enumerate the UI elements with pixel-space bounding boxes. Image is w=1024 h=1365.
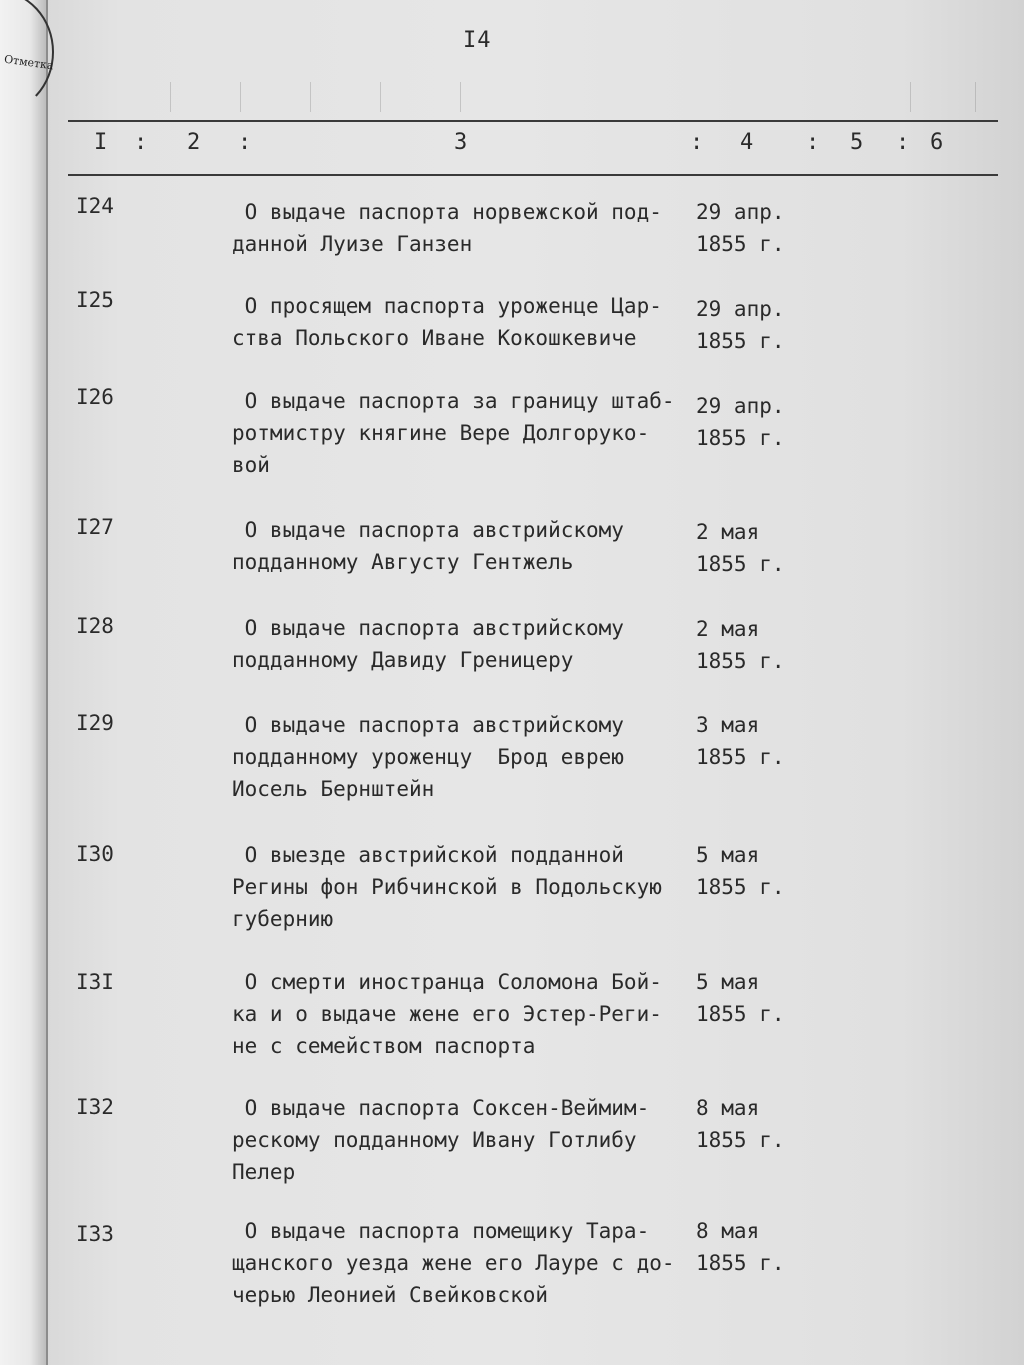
- entry-number: I29: [76, 711, 114, 735]
- column-header-1: I: [94, 130, 108, 155]
- entry-number: I27: [76, 515, 114, 539]
- entry-number: I30: [76, 842, 114, 866]
- entry-description: О выезде австрийской подданной Регины фон Рибчинской в Подольскую губернию: [232, 843, 662, 931]
- entry-description: О выдаче паспорта австрийскому подданному Августу Гентжель: [232, 518, 624, 574]
- column-header-separator: :: [806, 130, 820, 155]
- column-header-row: [0, 130, 1024, 166]
- column-header-separator: :: [690, 130, 704, 155]
- column-header-separator: :: [238, 130, 252, 155]
- entry-description: О просящем паспорта уроженце Цар- ства Польского Иване Кокошкевиче: [232, 294, 662, 350]
- page-binding: [0, 0, 48, 1365]
- entry-description: О выдаче паспорта австрийскому подданному Давиду Греницеру: [232, 616, 624, 672]
- entry-number: I33: [76, 1222, 114, 1246]
- entry-description: О выдаче паспорта за границу штаб- ротмистру княгине Вере Долгоруко- вой: [232, 389, 675, 477]
- entry-date: 5 мая 1855 г.: [696, 843, 785, 899]
- ghost-header-lines: [70, 82, 1000, 112]
- entry-date: 5 мая 1855 г.: [696, 970, 785, 1026]
- entry-date: 8 мая 1855 г.: [696, 1219, 785, 1275]
- column-header-separator: :: [134, 130, 148, 155]
- entry-number: I3I: [76, 970, 114, 994]
- entry-date: 29 апр. 1855 г.: [696, 394, 785, 450]
- margin-note: Отметка: [3, 52, 55, 73]
- entry-date: 29 апр. 1855 г.: [696, 200, 785, 256]
- entry-number: I28: [76, 614, 114, 638]
- entry-number: I26: [76, 385, 114, 409]
- entry-number: I25: [76, 288, 114, 312]
- column-header-2: 2: [187, 130, 201, 155]
- entry-description: О выдаче паспорта помещику Тара- щанского уезда жене его Лауре с до- черью Леонией Свейковской: [232, 1219, 675, 1307]
- entry-number: I24: [76, 194, 114, 218]
- entry-date: 2 мая 1855 г.: [696, 520, 785, 576]
- entry-number: I32: [76, 1095, 114, 1119]
- page-number: I4: [463, 28, 492, 53]
- column-header-separator: :: [896, 130, 910, 155]
- entry-description: О выдаче паспорта австрийскому подданному уроженцу Брод еврею Иосель Бернштейн: [232, 713, 624, 801]
- entry-description: О выдаче паспорта Соксен-Веймим- рескому подданному Ивану Готлибу Пелер: [232, 1096, 650, 1184]
- entry-date: 2 мая 1855 г.: [696, 617, 785, 673]
- entry-date: 29 апр. 1855 г.: [696, 297, 785, 353]
- column-header-3: 3: [454, 130, 468, 155]
- column-header-5: 5: [850, 130, 864, 155]
- column-header-6: 6: [930, 130, 944, 155]
- entry-description: О смерти иностранца Соломона Бой- ка и о выдаче жене его Эстер-Реги- не с семейством паспорта: [232, 970, 662, 1058]
- header-bottom-rule: [68, 174, 998, 176]
- entry-description: О выдаче паспорта норвежской под- данной Луизе Ганзен: [232, 200, 662, 256]
- column-header-4: 4: [740, 130, 754, 155]
- entry-date: 3 мая 1855 г.: [696, 713, 785, 769]
- entry-date: 8 мая 1855 г.: [696, 1096, 785, 1152]
- header-top-rule: [68, 120, 998, 122]
